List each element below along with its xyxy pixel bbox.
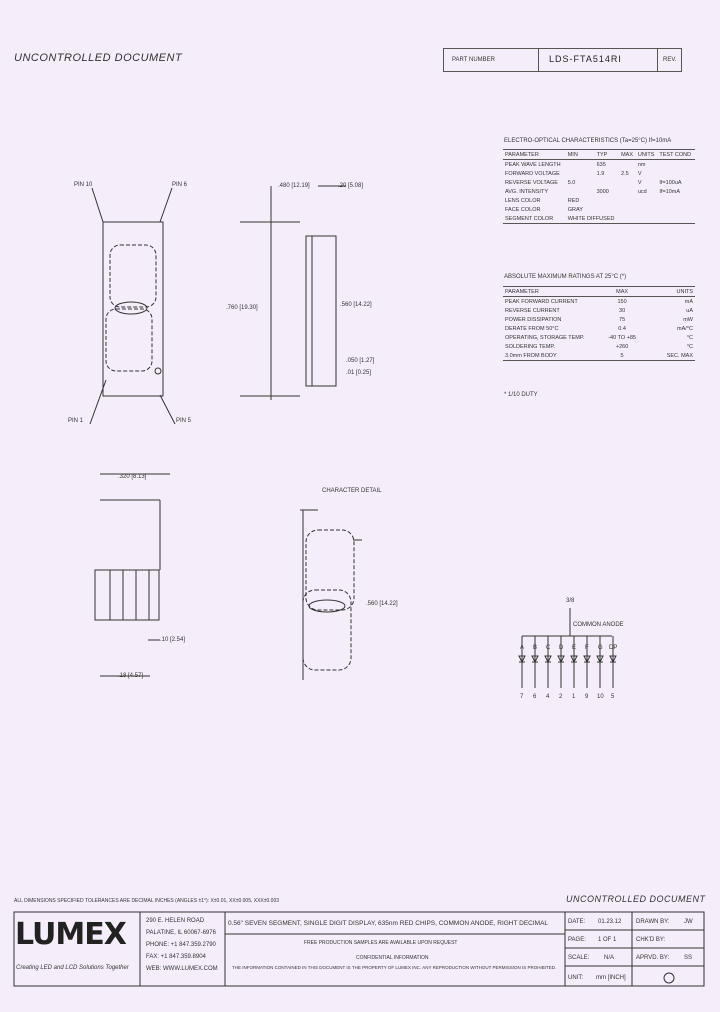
- am-header: MAX: [597, 287, 647, 297]
- pin-number: 7: [520, 694, 524, 700]
- drawn-label: DRAWN BY:: [636, 919, 670, 925]
- segment-label: A: [520, 645, 525, 651]
- table-row: DERATE FROM 50°C 0.4 mA/°C: [505, 325, 693, 332]
- pin5-label: PIN 5: [176, 418, 192, 424]
- date-value: 01.23.12: [598, 919, 622, 925]
- part-number: LDS-FTA514RI: [549, 54, 622, 64]
- segment-middle: [115, 302, 147, 314]
- table-row: 3.0mm FROM BODY 5 SEC. MAX: [505, 352, 693, 359]
- dim-digit: .560 [14.22]: [340, 302, 372, 308]
- table-row: PEAK FORWARD CURRENT 150 mA: [505, 298, 693, 305]
- am-header: PARAMETER: [503, 287, 597, 297]
- segment-upper: [110, 245, 156, 307]
- unit-label: UNIT:: [568, 975, 583, 981]
- table-row: FORWARD VOLTAGE 1.9 2.5 V: [505, 170, 642, 177]
- part-description: 0.56" SEVEN SEGMENT, SINGLE DIGIT DISPLAY, 635nm RED CHIPS, COMMON ANODE, RIGHT DECIMAL: [228, 920, 549, 927]
- samples-note: FREE PRODUCTION SAMPLES ARE AVAILABLE UPON REQUEST: [304, 940, 458, 946]
- segment-label: DP: [609, 645, 618, 651]
- pin-number: 10: [597, 694, 604, 700]
- dim-char: .560 [14.22]: [366, 601, 398, 607]
- pin6-label: PIN 6: [172, 182, 188, 188]
- apprvd-value: SS: [684, 955, 693, 961]
- scale-value: N/A: [604, 955, 615, 961]
- pin-number: 5: [611, 694, 615, 700]
- abs-max-footnote: * 1/10 DUTY: [504, 392, 538, 398]
- pin-number: 2: [559, 694, 563, 700]
- table-row: POWER DISSIPATION 75 mW: [505, 316, 693, 323]
- pin1-label: PIN 1: [68, 418, 84, 424]
- segment-label: C: [546, 645, 551, 651]
- confidential-heading: CONFIDENTIAL INFORMATION: [356, 955, 429, 961]
- table-row: SEGMENT COLOR WHITE DIFFUSED: [503, 214, 695, 224]
- pin10-label: PIN 10: [74, 182, 93, 188]
- table-row: REVERSE CURRENT 30 uA: [505, 307, 693, 314]
- electro-optical-title: ELECTRO-OPTICAL CHARACTERISTICS (Ta=25°C) If=10mA: [504, 138, 672, 144]
- segment-label: B: [533, 645, 538, 651]
- table-row: AVG. INTENSITY 3000 ucd If=10mA: [505, 188, 681, 195]
- dim-pitch: .10 [2.54]: [160, 637, 186, 643]
- lumex-tagline: Creating LED and LCD Solutions Together: [16, 965, 129, 971]
- scale-label: SCALE:: [568, 955, 590, 961]
- pin-top-label: 3/8: [566, 598, 575, 604]
- chkd-label: CHK'D BY:: [636, 937, 666, 943]
- table-row: OPERATING, STORAGE TEMP. -40 TO +85 °C: [505, 334, 693, 341]
- rev-label: REV.: [663, 57, 677, 63]
- eo-header: TYP: [595, 150, 619, 160]
- address-line: WEB: WWW.LUMEX.COM: [146, 966, 218, 972]
- table-row: REVERSE VOLTAGE 5.0 V If=100uA: [505, 179, 682, 186]
- dim-lead: .18 [4.57]: [118, 673, 144, 679]
- dim-face: .20 [5.08]: [338, 183, 364, 189]
- eo-header: UNITS: [636, 150, 658, 160]
- pin-number: 6: [533, 694, 537, 700]
- character-detail-label: CHARACTER DETAIL: [322, 488, 382, 494]
- apprvd-label: APRVD. BY:: [636, 955, 670, 961]
- document-status: UNCONTROLLED DOCUMENT: [14, 52, 183, 64]
- pin-number: 9: [585, 694, 589, 700]
- dim-dp: .050 [1.27]: [346, 358, 375, 364]
- segment-label: D: [559, 645, 564, 651]
- page-label: PAGE:: [568, 937, 586, 943]
- eo-header: MIN: [566, 150, 595, 160]
- part-number-label: PART NUMBER: [452, 57, 496, 63]
- dim-side-top: .320 [8.13]: [118, 474, 147, 480]
- common-anode-label: COMMON ANODE: [573, 622, 624, 628]
- date-label: DATE:: [568, 919, 586, 925]
- am-header: UNITS: [647, 287, 695, 297]
- unit-value: mm [INCH]: [596, 975, 626, 981]
- dim-width: .480 [12.19]: [278, 183, 310, 189]
- address-line: FAX: +1 847.359.8904: [146, 954, 206, 960]
- eo-header: TEST COND: [657, 150, 695, 160]
- segment-label: G: [598, 645, 603, 651]
- segment-label: F: [585, 645, 589, 651]
- table-row: FACE COLOR GRAY: [505, 206, 583, 213]
- pin-number: 4: [546, 694, 550, 700]
- table-row: LENS COLOR RED: [505, 197, 580, 204]
- abs-max-title: ABSOLUTE MAXIMUM RATINGS AT 25°C (*): [504, 274, 627, 280]
- address-line: PHONE: +1 847.359.2790: [146, 942, 216, 948]
- drawn-value: JW: [684, 919, 693, 925]
- document-status-bottom: UNCONTROLLED DOCUMENT: [566, 894, 706, 904]
- eo-header: PARAMETER: [503, 150, 566, 160]
- decimal-point: [155, 368, 161, 374]
- segment-lower: [106, 309, 152, 371]
- tolerance-notes: ALL DIMENSIONS SPECIFIED TOLERANCES ARE DECIMAL INCHES (ANGLES ±1°): X±0.01, XX±0.005, XXX±0.003: [14, 898, 280, 904]
- dim-height: .760 [19.30]: [226, 305, 258, 311]
- page-value: 1 OF 1: [598, 937, 617, 943]
- address-line: PALATINE, IL 60067-6976: [146, 930, 216, 936]
- pin-number: 1: [572, 694, 576, 700]
- segment-label: E: [572, 645, 577, 651]
- led-diodes: [519, 656, 616, 662]
- table-row: SOLDERING TEMP. +260 °C: [505, 343, 693, 350]
- confidential-text: THE INFORMATION CONTAINED IN THIS DOCUMENT IS THE PROPERTY OF LUMEX INC. ANY REPRODUCTION WITHOUT PERMISSION IS PROHIBITED.: [232, 965, 557, 970]
- eo-header: MAX: [619, 150, 636, 160]
- address-line: 290 E. HELEN ROAD: [146, 918, 205, 924]
- table-row: PEAK WAVE LENGTH 635 nm: [505, 161, 646, 168]
- lumex-logo: LUMEX: [15, 917, 126, 952]
- dim-dp2: .01 [0.25]: [346, 370, 372, 376]
